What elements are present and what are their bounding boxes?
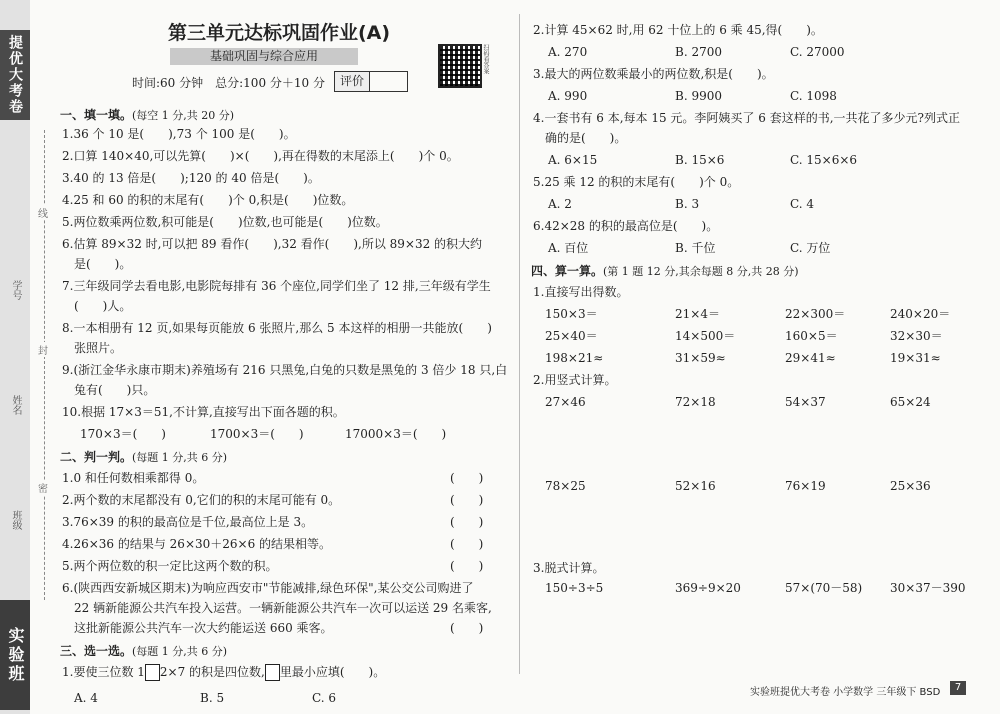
fill-q6-line2: 是( )。 [74,257,132,271]
fill-q10-a: 170×3＝( ) [80,427,166,441]
cut-char-secret: 密 [38,480,48,495]
judge-q6-answer[interactable]: ( ) [450,621,484,635]
oral-calc-item: 31×59≈ [675,351,726,365]
section-1-heading [60,106,234,123]
fill-q6-line1: 6.估算 89×32 时,可以把 89 看作( ),32 看作( ),所以 89×32 的积大约 [62,237,483,251]
fill-q10-c: 17000×3＝( ) [345,427,447,441]
vertical-calc-item: 72×18 [675,395,716,409]
choice-q4-option-c[interactable]: C. 15×6×6 [790,153,858,167]
choice-q4-line2: 确的是( )。 [545,131,627,145]
oral-calc-item: 160×5＝ [785,329,838,343]
choice-q1-option-a[interactable]: A. 4 [74,691,98,705]
choice-q2-option-c[interactable]: C. 27000 [790,45,845,59]
choice-q3-option-b[interactable]: B. 9900 [675,89,722,103]
brand-top-banner: 提优大考卷 [0,30,30,120]
rating-label: 评价 [335,72,370,91]
oral-calc-item: 19×31≈ [890,351,941,365]
footer-text: 实验班提优大考卷 小学数学 三年级下 BSD [750,687,941,698]
fill-q2: 2.口算 140×40,可以先算( )×( ),再在得数的末尾添上( )个 0。 [62,149,459,163]
oral-calc-item: 25×40＝ [545,329,598,343]
choice-q4-option-b[interactable]: B. 15×6 [675,153,725,167]
section-3-title: 三、选一选。 [60,644,133,658]
judge-q5: 5.两个两位数的积一定比这两个数的积。 [62,559,278,573]
choice-q3: 3.最大的两位数乘最小的两位数,积是( )。 [533,67,774,81]
choice-q5-option-c[interactable]: C. 4 [790,197,815,211]
oral-calc-item: 240×20＝ [890,307,951,321]
page-number: 7 [950,681,966,695]
section-2-title: 二、判一判。 [60,450,133,464]
choice-q5-option-a[interactable]: A. 2 [548,197,572,211]
choice-q1-prefix: 1.要使三位数 1 [62,665,145,679]
oral-calc-item: 21×4＝ [675,307,720,321]
section-4-note: (第 1 题 12 分,其余每题 8 分,共 28 分) [603,265,799,278]
time-score-info: 时间:60 分钟 总分:100 分＋10 分 [132,76,325,90]
fill-q7-line1: 7.三年级同学去看电影,电影院每排有 36 个座位,同学们坐了 12 排,三年级有学生 [62,279,491,293]
choice-q2-option-b[interactable]: B. 2700 [675,45,722,59]
judge-q3: 3.76×39 的积的最高位是千位,最高位上是 3。 [62,515,314,529]
fill-q9-line2: 兔有( )只。 [74,383,156,397]
choice-q6-option-c[interactable]: C. 万位 [790,241,831,255]
section-1-title: 一、填一填。 [60,108,133,122]
section-3-note: (每题 1 分,共 6 分) [132,645,228,658]
rating-box [334,71,408,92]
step-calc-item: 150÷3÷5 [545,581,604,595]
fill-q7-line2: ( )人。 [74,299,132,313]
fill-q10: 10.根据 17×3＝51,不计算,直接写出下面各题的积。 [62,405,345,419]
choice-q4-option-a[interactable]: A. 6×15 [548,153,598,167]
fill-q8-line1: 8.一本相册有 12 页,如果每页能放 6 张照片,那么 5 本这样的相册一共能放( ) [62,321,492,335]
vertical-calc-item: 25×36 [890,479,931,493]
section-2-note: (每题 1 分,共 6 分) [132,451,228,464]
student-name-label: 姓名 [10,395,21,415]
oral-calc-item: 198×21≈ [545,351,604,365]
oral-calc-item: 22×300＝ [785,307,846,321]
column-divider [519,14,520,674]
step-calc-item: 369÷9×20 [675,581,741,595]
judge-q6-line2: 22 辆新能源公共汽车投入运营。一辆新能源公共汽车一次可以运送 29 名乘客, [74,601,492,615]
choice-q6-option-b[interactable]: B. 千位 [675,241,716,255]
calc-part2-title: 2.用竖式计算。 [533,373,617,387]
section-3-heading [60,642,227,659]
judge-q3-answer[interactable]: ( ) [450,515,484,529]
choice-q1-suffix: 里最小应填( )。 [279,665,386,679]
fill-q9-line1: 9.(浙江金华永康市期末)养殖场有 216 只黑兔,白兔的只数是黑兔的 3 倍少 18 只,白 [62,363,508,377]
choice-q6: 6.42×28 的积的最高位是( )。 [533,219,719,233]
calc-part1-title: 1.直接写出得数。 [533,285,629,299]
vertical-calc-item: 78×25 [545,479,586,493]
judge-q5-answer[interactable]: ( ) [450,559,484,573]
vertical-calc-item: 54×37 [785,395,826,409]
judge-q6-line3: 这批新能源公共汽车一次大约能运送 660 乘客。 [74,621,333,635]
brand-bottom-banner: 实验班 [0,600,30,710]
page-subtitle: 基础巩固与综合应用 [170,48,358,65]
choice-q1-option-b[interactable]: B. 5 [200,691,225,705]
choice-q3-option-a[interactable]: A. 990 [548,89,588,103]
judge-q2-answer[interactable]: ( ) [450,493,484,507]
vertical-calc-item: 27×46 [545,395,586,409]
fill-q4: 4.25 和 60 的积的末尾有( )个 0,积是( )位数。 [62,193,354,207]
choice-q5: 5.25 乘 12 的积的末尾有( )个 0。 [533,175,740,189]
section-4-title: 四、算一算。 [531,264,604,278]
fill-q8-line2: 张照片。 [74,341,123,355]
judge-q2: 2.两个数的末尾都没有 0,它们的积的末尾可能有 0。 [62,493,341,507]
cut-char-line: 线 [38,205,48,220]
choice-q1-option-c[interactable]: C. 6 [312,691,337,705]
cut-char-seal: 封 [38,342,48,357]
student-number-label: 学号 [10,280,21,300]
vertical-calc-item: 76×19 [785,479,826,493]
judge-q4-answer[interactable]: ( ) [450,537,484,551]
section-4-heading [531,262,799,279]
choice-q3-option-c[interactable]: C. 1098 [790,89,837,103]
qr-caption: 扫码看答案 [482,44,489,74]
cut-line [44,130,45,600]
choice-q4-line1: 4.一套书有 6 本,每本 15 元。李阿姨买了 6 套这样的书,一共花了多少元?列式正 [533,111,960,125]
oral-calc-item: 14×500＝ [675,329,736,343]
oral-calc-item: 150×3＝ [545,307,598,321]
oral-calc-item: 29×41≈ [785,351,836,365]
choice-q1-middle: 2×7 的积是四位数, [159,665,265,679]
judge-q4: 4.26×36 的结果与 26×30＋26×6 的结果相等。 [62,537,332,551]
class-label: 班级 [10,510,21,530]
choice-q1 [62,664,385,681]
judge-q1-answer[interactable]: ( ) [450,471,484,485]
choice-q2-option-a[interactable]: A. 270 [548,45,588,59]
calc-part3-title: 3.脱式计算。 [533,561,605,575]
choice-q6-option-a[interactable]: A. 百位 [548,241,589,255]
section-1-note: (每空 1 分,共 20 分) [132,109,235,122]
page-title: 第三单元达标巩固作业(A) [168,22,391,44]
vertical-calc-item: 52×16 [675,479,716,493]
choice-q5-option-b[interactable]: B. 3 [675,197,700,211]
step-calc-item: 30×37－390 [890,581,966,595]
fill-q1: 1.36 个 10 是( ),73 个 100 是( )。 [62,127,296,141]
digit-box[interactable] [145,664,160,681]
oral-calc-item: 32×30＝ [890,329,943,343]
judge-q6-line1: 6.(陕西西安新城区期末)为响应西安市"节能减排,绿色环保",某公交公司购进了 [62,581,474,595]
fill-q10-b: 1700×3＝( ) [210,427,304,441]
fill-q3: 3.40 的 13 倍是( );120 的 40 倍是( )。 [62,171,320,185]
fill-q5: 5.两位数乘两位数,积可能是( )位数,也可能是( )位数。 [62,215,388,229]
section-2-heading [60,448,227,465]
digit-box[interactable] [265,664,280,681]
judge-q1: 1.0 和任何数相乘都得 0。 [62,471,205,485]
choice-q2: 2.计算 45×62 时,用 62 十位上的 6 乘 45,得( )。 [533,23,823,37]
qr-code-icon[interactable] [438,44,482,88]
vertical-calc-item: 65×24 [890,395,931,409]
step-calc-item: 57×(70－58) [785,581,863,595]
